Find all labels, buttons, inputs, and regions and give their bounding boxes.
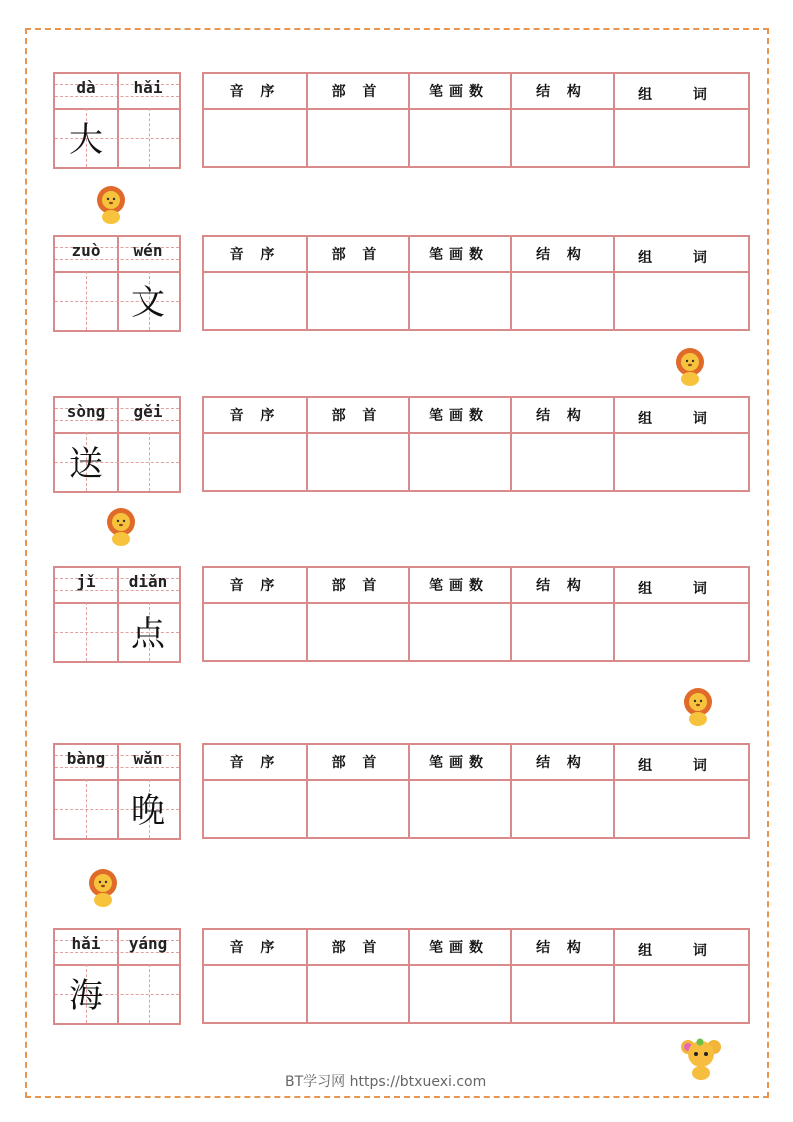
- answer-cell[interactable]: [510, 110, 613, 166]
- answer-cell[interactable]: [613, 781, 750, 837]
- table-header-1: 部 首: [331, 755, 383, 771]
- table-header-3: 结 构: [536, 940, 587, 956]
- lion-icon: [93, 185, 129, 225]
- table-header-4: 组 词: [638, 581, 725, 597]
- lion-icon: [103, 507, 139, 547]
- answer-cell[interactable]: [306, 966, 408, 1022]
- table-header-1: 部 首: [331, 578, 383, 594]
- hanzi-character: 点: [131, 614, 165, 654]
- table-header-4: 组 词: [638, 943, 725, 959]
- answer-cell[interactable]: [204, 781, 306, 837]
- table-header-1: 部 首: [331, 84, 383, 100]
- table-header-0: 音 序: [229, 940, 281, 956]
- character-box: [53, 743, 181, 840]
- footer-watermark: BT学习网 https://btxuexi.com: [285, 1074, 487, 1090]
- character-box: [53, 235, 181, 332]
- table-header-3: 结 构: [536, 755, 587, 771]
- table-header-2: 笔画数: [429, 940, 489, 956]
- hanzi-character: 大: [69, 120, 103, 160]
- pinyin-text: hǎi: [71, 934, 101, 953]
- pinyin-text: zuò: [71, 241, 101, 260]
- answer-cell[interactable]: [306, 434, 408, 490]
- hanzi-character: 晚: [131, 791, 165, 831]
- table-header-3: 结 构: [536, 247, 587, 263]
- pinyin-text: bàng: [66, 749, 106, 768]
- pinyin-text: gěi: [133, 402, 163, 421]
- table-header-4: 组 词: [638, 87, 725, 103]
- analysis-table: [202, 928, 750, 1024]
- answer-cell[interactable]: [510, 273, 613, 329]
- character-box: [53, 566, 181, 663]
- answer-cell[interactable]: [306, 604, 408, 660]
- bear-icon: [678, 1037, 724, 1081]
- answer-cell[interactable]: [306, 781, 408, 837]
- answer-cell[interactable]: [613, 110, 750, 166]
- answer-cell[interactable]: [408, 966, 510, 1022]
- table-header-2: 笔画数: [429, 755, 489, 771]
- table-header-2: 笔画数: [429, 578, 489, 594]
- analysis-table: [202, 396, 750, 492]
- answer-cell[interactable]: [613, 434, 750, 490]
- answer-cell[interactable]: [510, 781, 613, 837]
- answer-cell[interactable]: [306, 273, 408, 329]
- table-header-3: 结 构: [536, 578, 587, 594]
- pinyin-text: sòng: [66, 402, 106, 421]
- pinyin-text: wǎn: [133, 749, 163, 768]
- answer-cell[interactable]: [510, 604, 613, 660]
- answer-cell[interactable]: [613, 966, 750, 1022]
- table-header-3: 结 构: [536, 408, 587, 424]
- hanzi-character: 文: [131, 283, 165, 323]
- lion-icon: [680, 687, 716, 727]
- answer-cell[interactable]: [306, 110, 408, 166]
- answer-cell[interactable]: [613, 604, 750, 660]
- pinyin-text: wén: [133, 241, 163, 260]
- table-header-2: 笔画数: [429, 408, 489, 424]
- pinyin-text: yáng: [128, 934, 168, 953]
- answer-cell[interactable]: [408, 781, 510, 837]
- table-header-2: 笔画数: [429, 84, 489, 100]
- answer-cell[interactable]: [510, 434, 613, 490]
- table-header-1: 部 首: [331, 247, 383, 263]
- table-header-0: 音 序: [229, 247, 281, 263]
- pinyin-text: diǎn: [128, 572, 168, 591]
- answer-cell[interactable]: [204, 966, 306, 1022]
- answer-cell[interactable]: [510, 966, 613, 1022]
- analysis-table: [202, 743, 750, 839]
- table-header-4: 组 词: [638, 250, 725, 266]
- table-header-4: 组 词: [638, 411, 725, 427]
- table-header-1: 部 首: [331, 408, 383, 424]
- lion-icon: [85, 868, 121, 908]
- answer-cell[interactable]: [408, 110, 510, 166]
- pinyin-text: dà: [76, 78, 96, 97]
- character-box: [53, 396, 181, 493]
- pinyin-text: jǐ: [76, 572, 96, 591]
- answer-cell[interactable]: [204, 273, 306, 329]
- table-header-0: 音 序: [229, 84, 281, 100]
- table-header-0: 音 序: [229, 408, 281, 424]
- table-header-3: 结 构: [536, 84, 587, 100]
- table-header-1: 部 首: [331, 940, 383, 956]
- answer-cell[interactable]: [613, 273, 750, 329]
- answer-cell[interactable]: [408, 604, 510, 660]
- table-header-0: 音 序: [229, 755, 281, 771]
- answer-cell[interactable]: [408, 434, 510, 490]
- analysis-table: [202, 72, 750, 168]
- lion-icon: [672, 347, 708, 387]
- hanzi-character: 送: [69, 444, 103, 484]
- character-box: [53, 928, 181, 1025]
- table-header-4: 组 词: [638, 758, 725, 774]
- answer-cell[interactable]: [408, 273, 510, 329]
- table-header-2: 笔画数: [429, 247, 489, 263]
- answer-cell[interactable]: [204, 434, 306, 490]
- analysis-table: [202, 235, 750, 331]
- character-box: [53, 72, 181, 169]
- answer-cell[interactable]: [204, 604, 306, 660]
- pinyin-text: hǎi: [133, 78, 163, 97]
- table-header-0: 音 序: [229, 578, 281, 594]
- analysis-table: [202, 566, 750, 662]
- hanzi-character: 海: [69, 976, 103, 1016]
- answer-cell[interactable]: [204, 110, 306, 166]
